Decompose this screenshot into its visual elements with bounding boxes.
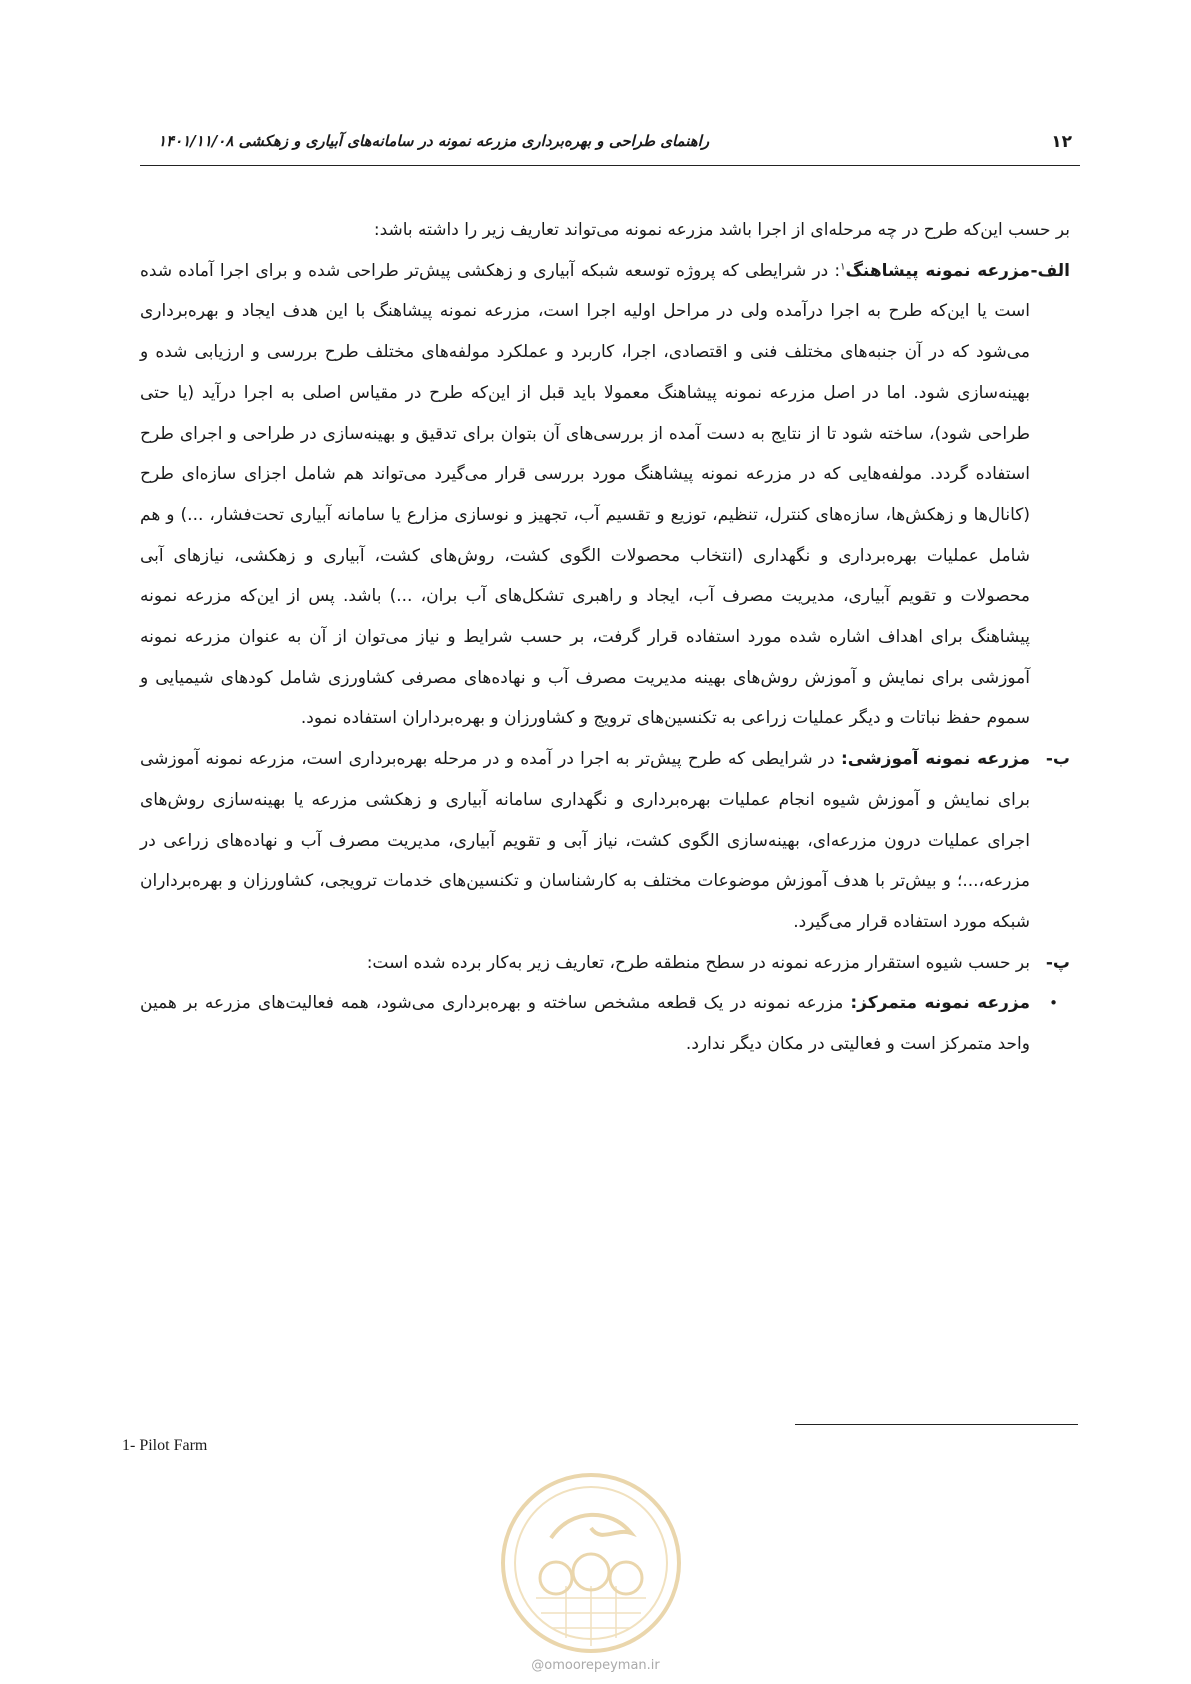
page-header [140,128,1080,168]
footnote-rule [795,1424,1078,1425]
footnote-ref[interactable]: ۱ [840,261,846,273]
item-a-text: : در شرایطی که پروژه توسعه شبکه آبیاری و زهکشی پیش‌تر طراحی شده و برای اجرا آماده شده است یا این‌که طرح به اجرا درآمده ولی در مراحل اولیه اجرا است، مزرعه نمونه پیشاهنگ با این هدف ایجاد و بهره‌برداری می‌شود که در آن جنبه‌های مختلف فنی و اقتصادی، اجرا، کاربرد و عملکرد مولفه‌های مختلف طرح بررسی و ارزیابی شده و بهینه‌سازی شود. اما در اصل مزرعه نمونه پیشاهنگ معمولا باید قبل از این‌که طرح در مقیاس اصلی به اجرا درآید (یا حتی طراحی شود)، ساخته شود تا از نتایج به دست آمده از بررسی‌های آن بتوان برای تدقیق و بهینه‌سازی در طراحی و اجرای طرح استفاده گردد. مولفه‌هایی که در مزرعه نمونه پیشاهنگ مورد بررسی قرار می‌گیرد می‌تواند هم شامل اجزای سازه‌ای طرح (کانال‌ها و زهکش‌ها، سازه‌های کنترل، تنظیم، توزیع و تقسیم آب، تجهیز و نوسازی مزارع یا سامانه آبیاری تحت‌فشار، ...) و هم شامل عملیات بهره‌برداری و نگهداری (انتخاب محصولات الگوی کشت، روش‌های کشت، آبیاری و زهکشی، نیازهای آبی محصولات و تقویم آبیاری، مدیریت مصرف آب، ایجاد و راهبری تشکل‌های آب بران، ...) باشد. پس از این‌که مزرعه نمونه پیشاهنگ برای اهداف اشاره شده مورد استفاده قرار گرفت، بر حسب شرایط و نیاز می‌توان از آن به عنوان مزرعه نمونه آموزشی برای نمایش و آموزش روش‌های بهینه مدیریت مصرف آب و نهاده‌های مصرفی کشاورزی شامل کودهای شیمیایی و سموم حفظ نباتات و دیگر عملیات زراعی به تکنسین‌های ترویج و کشاورزان و بهره‌برداران استفاده نمود. [140,260,1030,729]
watermark-url: @omoorepeyman.ir [531,1658,660,1673]
item-b-lead: مزرعه نمونه آموزشی: [840,749,1030,770]
bullet-item [140,983,1070,1064]
item-p-text: بر حسب شیوه استقرار مزرعه نمونه در سطح منطقه طرح، تعاریف زیر به‌کار برده شده است: [366,952,1030,973]
footnote: 1- Pilot Farm [122,1437,208,1454]
watermark-seal-icon [496,1468,686,1658]
watermark-logo [496,1468,686,1658]
item-p [140,943,1070,984]
item-a [140,251,1070,739]
page-number: ۱۲ [1051,132,1072,152]
item-p-marker: پ- [1045,952,1070,973]
bullet-lead: مزرعه نمونه متمرکز: [850,993,1030,1014]
body-text [140,210,1070,1065]
running-title [144,132,709,150]
item-b-marker: ب- [1045,749,1070,770]
item-a-marker: الف- [1030,260,1070,281]
bullet-text: مزرعه نمونه در یک قطعه مشخص ساخته و بهره‌برداری می‌شود، همه فعالیت‌های مزرعه بر همین واحد متمرکز است و فعالیتی در مکان دیگر ندارد. [140,993,1030,1055]
intro-paragraph: بر حسب این‌که طرح در چه مرحله‌ای از اجرا باشد مزرعه نمونه می‌تواند تعاریف زیر را داشته باشد: [373,220,1070,240]
header-date: ۱۴۰۱/۱۱/۰۸ [158,132,234,150]
item-b-text: در شرایطی که طرح پیش‌تر به اجرا در آمده و در مرحله بهره‌برداری است، مزرعه نمونه آموزشی برای نمایش و آموزش شیوه انجام عملیات بهره‌برداری و نگهداری سامانه آبیاری و زهکشی مزرعه یا بهینه‌سازی روش‌های اجرای عملیات درون مزرعه‌ای، بهینه‌سازی الگوی کشت، نیاز آبی و تقویم آبیاری، مدیریت مصرف آب و نهاده‌های زراعی در مزرعه،...؛ و بیش‌تر با هدف آموزش موضوعات مختلف به کارشناسان و تکنسین‌های خدمات ترویجی، کشاورزان و بهره‌برداران شبکه مورد استفاده قرار می‌گیرد. [140,749,1030,932]
bullet-marker: • [1049,994,1058,1013]
header-title: راهنمای طراحی و بهره‌برداری مزرعه نمونه در سامانه‌های آبیاری و زهکشی [238,132,710,150]
item-b [140,739,1070,943]
header-rule [140,165,1080,166]
item-a-lead: مزرعه نمونه پیشاهنگ [845,260,1030,281]
